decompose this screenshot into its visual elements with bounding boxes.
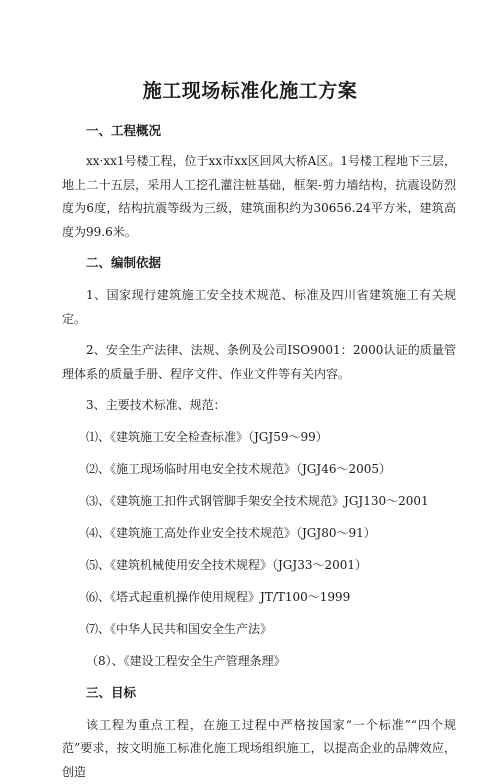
list-item: （8）、《建设工程安全生产管理条理》	[86, 650, 456, 672]
section-heading-basis: 二、编制依据	[86, 252, 456, 274]
list-item: ⑸、《建筑机械使用安全技术规程》（JGJ33～2001）	[86, 554, 456, 576]
list-item: ⑹、《塔式起重机操作使用规程》JT/T100～1999	[86, 586, 456, 608]
document-title: 施工现场标准化施工方案	[42, 76, 458, 103]
list-item: ⑺、《中华人民共和国安全生产法》	[86, 618, 456, 640]
section-heading-overview: 一、工程概况	[86, 120, 456, 142]
paragraph-basis-3: 3、主要技术标准、规范：	[62, 394, 456, 418]
list-item: ⑶、《建筑施工扣件式钢管脚手架安全技术规范》JGJ130～2001	[86, 490, 456, 512]
list-item: ⑵、《施工现场临时用电安全技术规范》（JGJ46～2005）	[86, 458, 456, 480]
paragraph-overview: xx·xx1号楼工程，位于xx市xx区回风大桥A区。1号楼工程地下三层，地上二十五层，采用人工挖孔灌注桩基础，框架-剪力墙结构，抗震设防烈度为6度，结构抗震等级为三级，建筑面积约为30656.24平方米，建筑高度为99.6米。	[62, 150, 456, 244]
paragraph-basis-2: 2、安全生产法律、法规、条例及公司ISO9001：2000认证的质量管理体系的质量手册、程序文件、作业文件等有关内容。	[62, 339, 456, 386]
paragraph-basis-1: 1、国家现行建筑施工安全技术规范、标准及四川省建筑施工有关规定。	[62, 284, 456, 331]
list-item: ⑴、《建筑施工安全检查标准》（JGJ59～99）	[86, 426, 456, 448]
section-heading-goal: 三、目标	[86, 682, 456, 704]
list-item: ⑷、《建筑施工高处作业安全技术规范》（JGJ80～91）	[86, 522, 456, 544]
paragraph-goal: 该工程为重点工程，在施工过程中严格按国家“一个标准”“四个规范”要求，按文明施工标准化施工现场组织施工，以提高企业的品牌效应，创造	[62, 714, 456, 784]
standards-list	[86, 426, 456, 672]
